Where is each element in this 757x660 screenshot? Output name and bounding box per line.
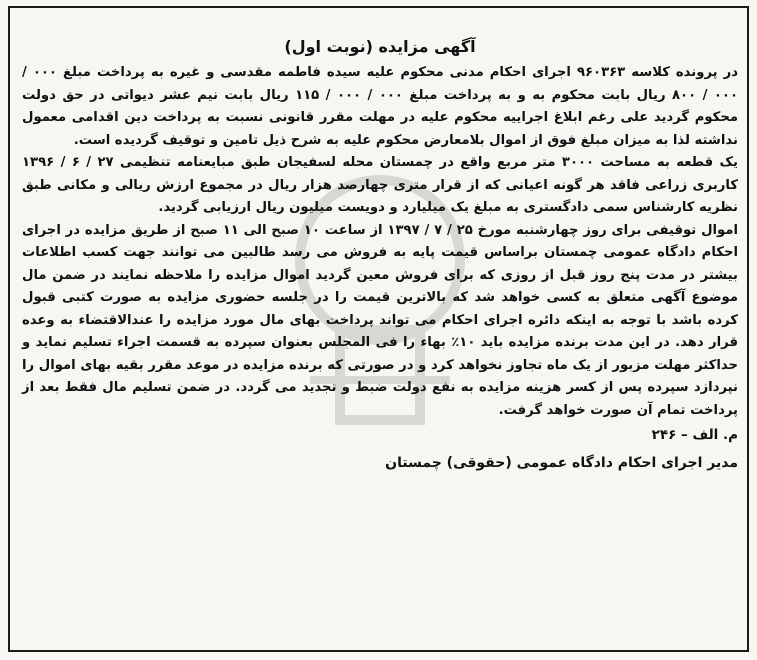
notice-title: آگهی مزایده (نوبت اول)	[284, 37, 476, 56]
notice-paragraph-3: اموال توقیفی برای روز چهارشنبه مورخ ۲۵ / ۷ / ۱۳۹۷ از ساعت ۱۰ صبح الی ۱۱ صبح از طریق مزایده در اجرای احکام دادگاه عمومی چمستان براساس قیمت پایه به فروش می رسد طالبین می توانند جهت کسب اطلاعات بیشتر در مدت پنج روز قبل از روزی که برای فروش معین گردید اموال مزایده را ملاحظه نمایند در ضمن مال موضوع آگهی متعلق به کسی خواهد شد که بالاترین قیمت را در جلسه حضوری مزایده به صورت کتبی قبول کرده باشد با توجه به اینکه دائره اجرای احکام می تواند پرداخت بهای مال مورد مزایده را عندالاقتضاء به وعده قرار دهد. در این مدت برنده مزایده باید ۱۰٪ بهاء را فی المجلس بعنوان سپرده به قسمت اجراء تسلیم نماید و حداکثر مهلت مزبور از یک ماه تجاوز نخواهد کرد و در صورتی که برنده مزایده در موعد مقرر بقیه بهای اموال را نپردازد سپرده پس از کسر هزینه مزایده به نفع دولت ضبط و تجدید می گردد. در ضمن تسلیم مال فقط بعد از پرداخت تمام آن صورت خواهد گرفت.	[22, 222, 738, 418]
notice-signature: مدیر اجرای احکام دادگاه عمومی (حقوقی) چمستان	[385, 455, 738, 471]
notice-body	[22, 36, 738, 474]
notice-paragraph-2: یک قطعه به مساحت ۳۰۰۰ متر مربع واقع در چمستان محله لسفیجان طبق مبایعنامه تنظیمی ۲۷ / ۶ / ۱۳۹۶ کاربری زراعی فاقد هر گونه اعیانی که از قرار متری چهارصد هزار ریال در مجموع ارزش ریالی و مکانی طبق نظریه کارشناس سمی دادگستری به مبلغ یک میلیارد و دویست میلیون ریال ارزیابی گردید.	[22, 155, 739, 215]
notice-paragraph-1: در پرونده کلاسه ۹۶۰۳۶۳ اجرای احکام مدنی محکوم علیه سیده فاطمه مقدسی و غیره به پرداخت مبلغ ۰۰۰ / ۰۰۰ / ۸۰۰ ریال بابت محکوم به و به پرداخت مبلغ ۰۰۰ / ۰۰۰ / ۱۱۵ ریال بابت نیم عشر دیواتی در حق دولت محکوم گردید علی رغم ابلاغ اجراییه محکوم علیه در مهلت مقرر قانونی نسبت به پرداخت دین اقدامی معمول نداشته لذا به میزان مبلغ فوق از اموال بلامعارض محکوم علیه به شرح ذیل تامین و توقیف گردیده است.	[22, 65, 739, 148]
notice-reference-code: م. الف – ۲۴۶	[651, 427, 738, 443]
